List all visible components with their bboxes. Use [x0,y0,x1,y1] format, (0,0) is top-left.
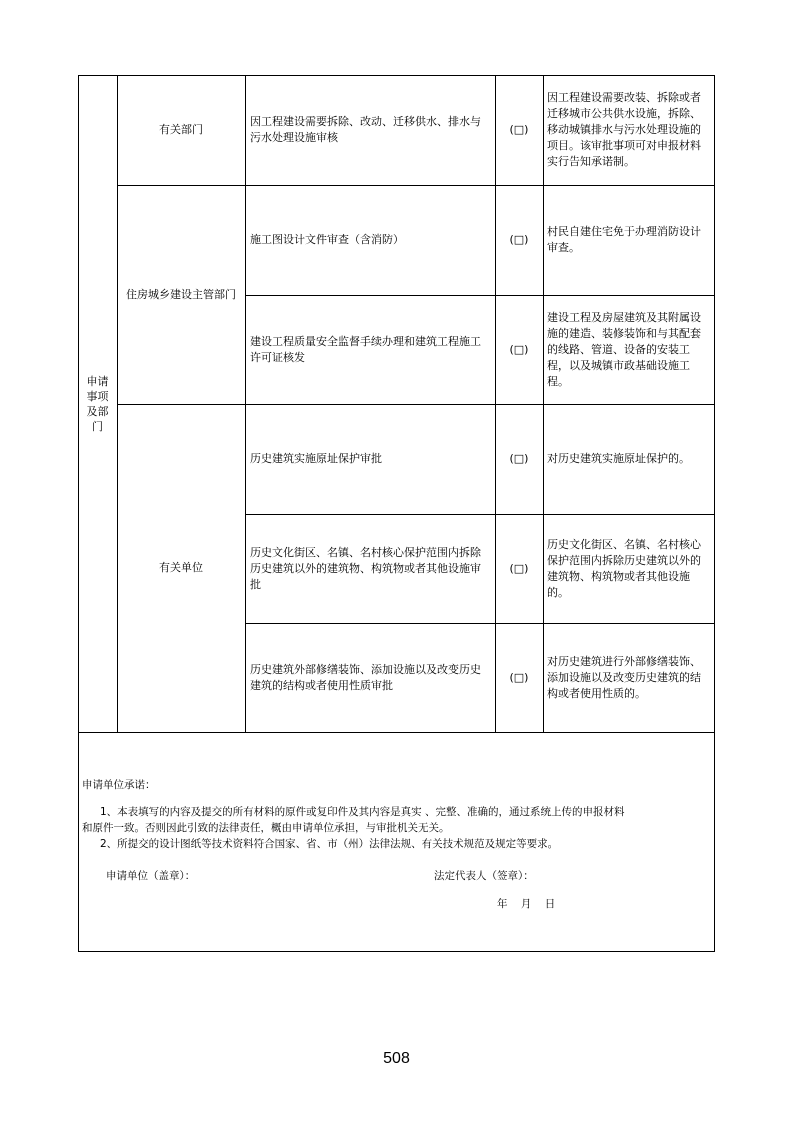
item-cell: 建设工程质量安全监督手续办理和建筑工程施工许可证核发 [250,334,481,364]
pledge-item-1: 1、本表填写的内容及提交的所有材料的原件或复印件及其内容是真实 、完整、准确的，通过系统上传的申报材料 [100,806,625,818]
checkbox-cell[interactable]: (□) [509,123,529,136]
note-cell: 因工程建设需要改装、拆除或者迁移城市公共供水设施，拆除、移动城镇排水与污水处理设施的项目。该审批事项可对申报材料实行告知承诺制。 [547,91,701,168]
date-line: 年 月 日 [497,898,556,910]
note-cell: 对历史建筑实施原址保护的。 [547,452,690,465]
item-cell: 历史建筑外部修缮装饰、添加设施以及改变历史建筑的结构或者使用性质审批 [250,662,481,692]
item-cell: 历史建筑实施原址保护审批 [250,452,382,465]
legal-rep-sign-label: 法定代表人（签章）： [434,870,534,882]
checkbox-cell[interactable]: (□) [509,561,529,575]
note-cell: 村民自建住宅免于办理消防设计审查。 [547,225,701,254]
item-cell: 历史文化街区、名镇、名村核心保护范围内拆除历史建筑以外的建筑物、构筑物或者其他设施审批 [250,545,481,591]
pledge-title: 申请单位承诺： [82,779,156,791]
checkbox-cell[interactable]: (□) [509,452,529,465]
note-cell: 历史文化街区、名镇、名村核心保护范围内拆除历史建筑以外的建筑物、构筑物或者其他设施的。 [547,537,701,599]
note-cell: 建设工程及房屋建筑及其附属设施的建造、装修装饰和与其配套的线路、管道、设备的安装工程，以及城镇市政基础设施工程。 [547,310,701,388]
department-cell: 有关单位 [159,561,203,574]
applicant-seal-label: 申请单位（盖章）： [106,870,196,882]
checkbox-cell[interactable]: (□) [509,670,529,684]
grid-line [78,732,715,733]
page-number: 508 [383,1050,410,1067]
note-cell: 对历史建筑进行外部修缮装饰、添加设施以及改变历史建筑的结构或者使用性质的。 [547,654,701,700]
checkbox-cell[interactable]: (□) [509,233,529,246]
group-label: 申请 事项 及部 门 [86,374,109,433]
pledge-item-2: 2、所提交的设计图纸等技术资料符合国家、省、市（州）法律法规、有关技术规范及规定等要求。 [100,838,559,850]
checkbox-cell[interactable]: (□) [509,342,529,356]
pledge-item-1-cont: 和原件一致。否则因此引致的法律责任，概由申请单位承担，与审批机关无关。 [82,822,450,834]
department-cell: 住房城乡建设主管部门 [126,287,236,301]
department-cell: 有关部门 [159,123,203,136]
item-cell: 因工程建设需要拆除、改动、迁移供水、排水与污水处理设施审核 [250,115,481,144]
item-cell: 施工图设计文件审查（含消防） [250,233,404,246]
